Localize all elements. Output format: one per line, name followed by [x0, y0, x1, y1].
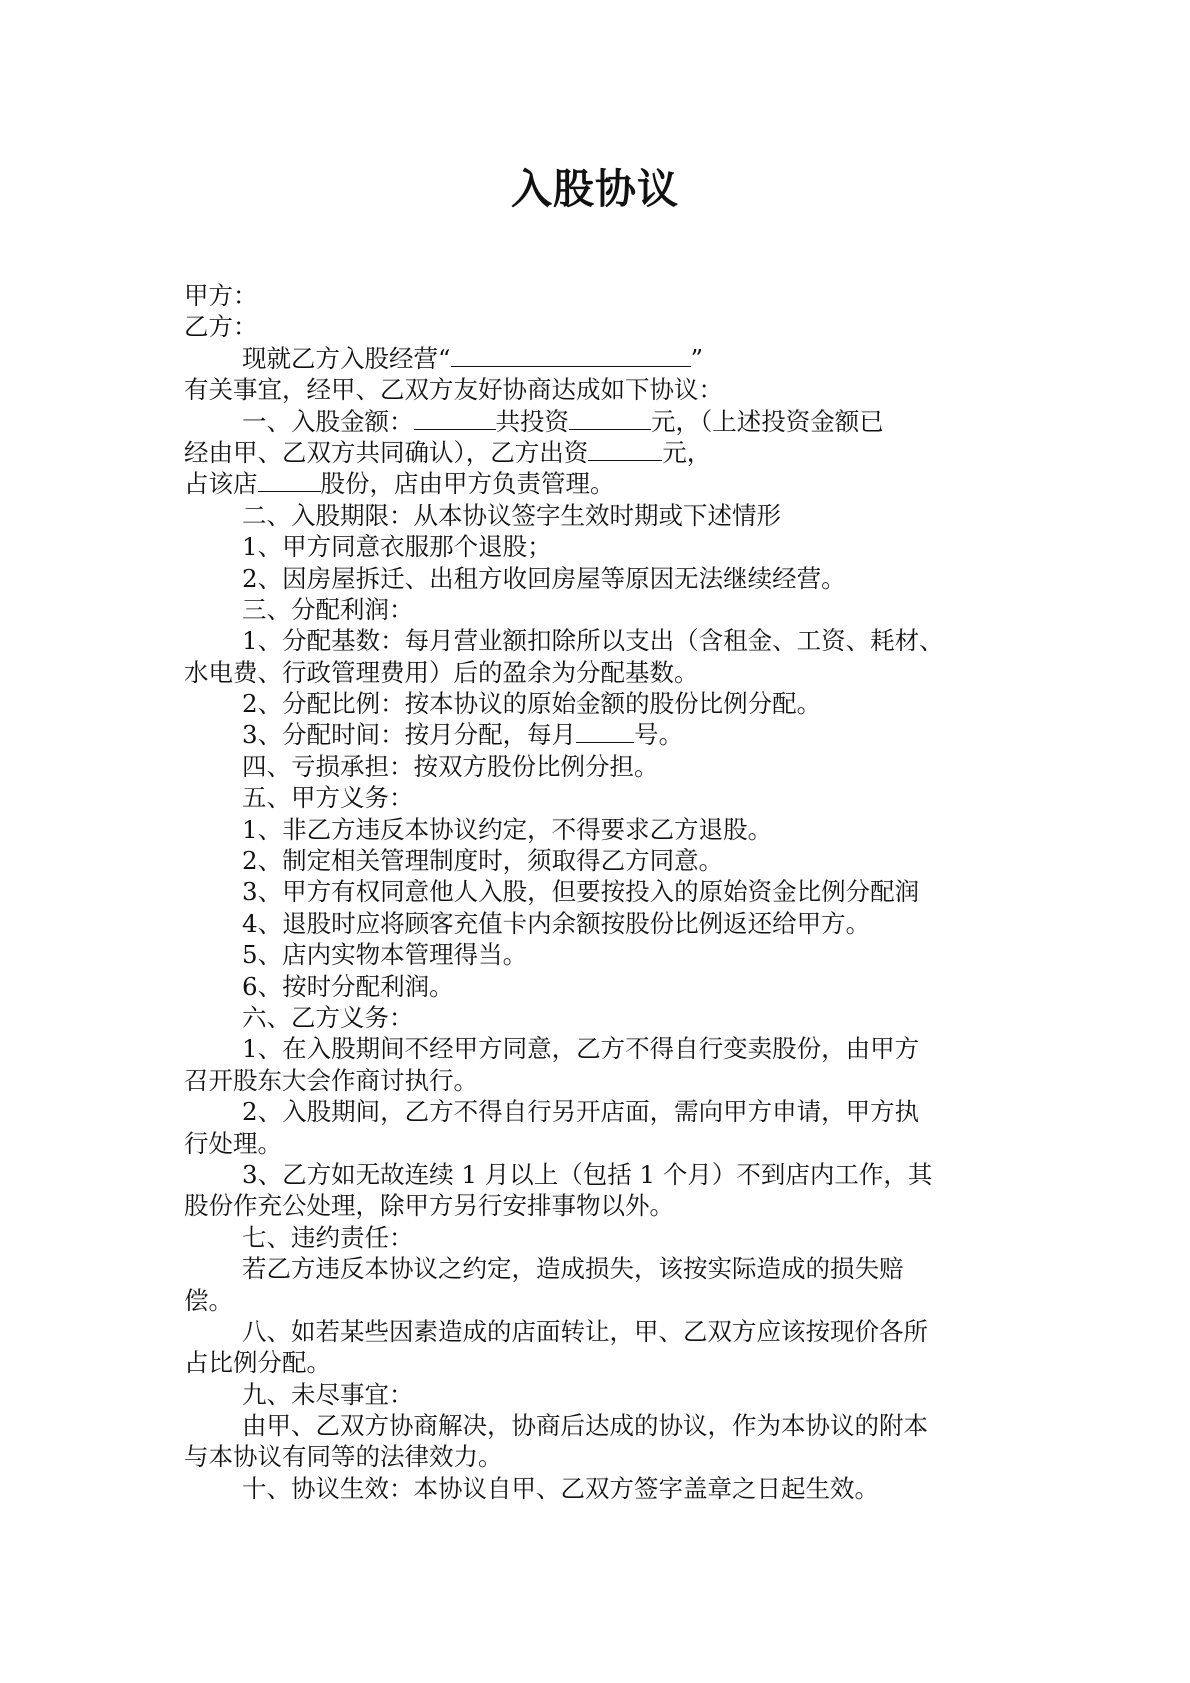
section-5-item-6: 6、按时分配利润。	[242, 971, 454, 1001]
section-5-item-1: 1、非乙方违反本协议约定，不得要求乙方退股。	[242, 814, 773, 844]
section-3-heading: 三、分配利润：	[242, 594, 414, 624]
section-6-item-2-b: 行处理。	[184, 1128, 282, 1158]
intro-text: 现就乙方入股经营“	[242, 343, 451, 373]
section-3-item-3-suffix: 号。	[634, 720, 684, 750]
section-3-item-1-b: 水电费、行政管理费用）后的盈余为分配基数。	[184, 657, 699, 687]
section-9-heading: 九、未尽事宜：	[242, 1379, 414, 1409]
section-8-para-b: 占比例分配。	[184, 1348, 331, 1378]
section-7-para-a: 若乙方违反本协议之约定，造成损失，该按实际造成的损失赔	[242, 1254, 904, 1284]
section-2-heading: 二、入股期限：从本协议签字生效时期或下述情形	[242, 500, 781, 530]
section-3-item-3-text: 3、分配时间：按月分配，每月	[242, 720, 577, 750]
intro-line-2: 有关事宜，经甲、乙双方友好协商达成如下协议：	[184, 375, 723, 405]
intro-quote-close: ”	[690, 343, 704, 373]
section-5-item-2: 2、制定相关管理制度时，须取得乙方同意。	[242, 846, 724, 876]
party-a-line: 甲方：	[184, 281, 258, 310]
section-1-text-d: 经由甲、乙双方共同确认），乙方出资	[184, 437, 589, 467]
section-6-item-2-a: 2、入股期间，乙方不得自行另开店面，需向甲方申请，甲方执	[242, 1097, 920, 1127]
section-5-heading: 五、甲方义务：	[242, 783, 414, 813]
section-1-line-3	[184, 468, 1014, 499]
section-6-item-1-b: 召开股东大会作商讨执行。	[184, 1065, 478, 1095]
shop-name-blank[interactable]	[451, 343, 691, 367]
section-1-line-2	[184, 437, 1014, 468]
document-body	[184, 280, 1014, 1504]
section-3-item-2: 2、分配比例：按本协议的原始金额的股份比例分配。	[242, 689, 822, 719]
section-9-para-b: 与本协议有同等的法律效力。	[184, 1442, 503, 1472]
section-2-item-1: 1、甲方同意衣服那个退股；	[242, 532, 552, 562]
section-1-text-c: 元，（上述投资金额已	[651, 406, 884, 436]
section-6-item-3-b: 股份作充公处理，除甲方另行安排事物以外。	[184, 1191, 674, 1221]
section-5-item-4: 4、退股时应将顾客充值卡内余额按股份比例返还给甲方。	[242, 908, 871, 938]
total-investment-blank[interactable]	[569, 406, 651, 430]
section-1-text-e: 元，	[662, 437, 712, 467]
section-5-item-5: 5、店内实物本管理得当。	[242, 940, 528, 970]
section-8-para-a: 八、如若某些因素造成的店面转让，甲、乙双方应该按现价各所	[242, 1316, 928, 1346]
party-b-line: 乙方：	[184, 312, 258, 342]
section-6-item-3-a: 3、乙方如无故连续 1 月以上（包括 1 个月）不到店内工作，其	[242, 1159, 933, 1189]
section-3-item-1-a: 1、分配基数：每月营业额扣除所以支出（含租金、工资、耗材、	[242, 626, 944, 656]
section-1-text-b: 共投资	[495, 406, 569, 436]
section-10-line: 十、协议生效：本协议自甲、乙双方签字盖章之日起生效。	[242, 1473, 879, 1503]
section-1-line-1	[184, 406, 1014, 437]
section-5-item-3: 3、甲方有权同意他人入股，但要按投入的原始资金比例分配润	[242, 877, 920, 907]
section-4-line: 四、亏损承担：按双方股份比例分担。	[242, 751, 659, 781]
party-b-contribution-blank[interactable]	[588, 437, 662, 461]
section-7-para-b: 偿。	[184, 1285, 233, 1315]
intro-line	[184, 343, 1014, 374]
section-1-text-f: 占该店	[184, 469, 258, 499]
section-1-text-a: 一、入股金额：	[242, 406, 414, 436]
section-6-heading: 六、乙方义务：	[242, 1002, 414, 1032]
share-percentage-blank[interactable]	[258, 468, 321, 492]
section-9-para-a: 由甲、乙双方协商解决，协商后达成的协议，作为本协议的附本	[242, 1411, 928, 1441]
document-title: 入股协议	[511, 165, 679, 213]
section-3-item-3	[184, 719, 1014, 750]
section-2-item-2: 2、因房屋拆迁、出租方收回房屋等原因无法继续经营。	[242, 563, 846, 593]
investment-amount-blank[interactable]	[414, 406, 496, 430]
section-7-heading: 七、违约责任：	[242, 1222, 414, 1252]
section-6-item-1-a: 1、在入股期间不经甲方同意，乙方不得自行变卖股份，由甲方	[242, 1034, 920, 1064]
section-1-text-g: 股份，店由甲方负责管理。	[320, 469, 615, 499]
payout-day-blank[interactable]	[576, 719, 634, 743]
